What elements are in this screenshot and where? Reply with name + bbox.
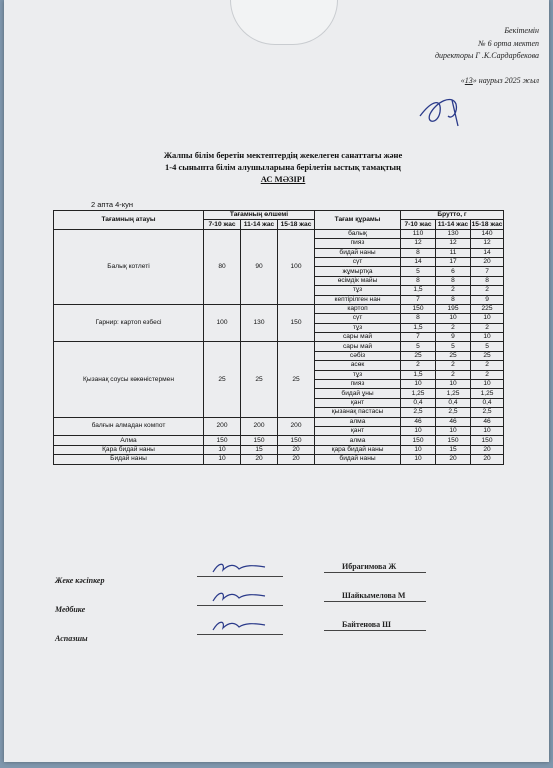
header-dish: Тағамның атауы xyxy=(54,211,204,230)
portion-cell: 150 xyxy=(204,436,241,445)
menu-document xyxy=(4,0,549,762)
gross-cell: 7 xyxy=(401,295,436,304)
ingredient-name: сәбіз xyxy=(315,351,401,360)
portion-cell: 10 xyxy=(204,455,241,464)
gross-cell: 14 xyxy=(401,257,436,266)
title-line3: АС МӘЗІРІ xyxy=(260,174,306,184)
gross-cell: 0,4 xyxy=(471,398,504,407)
ingredient-name: сүт xyxy=(315,257,401,266)
header-age-7-10: 7-10 жас xyxy=(204,220,241,229)
name-line xyxy=(324,630,426,631)
gross-cell: 195 xyxy=(436,304,471,313)
gross-cell: 10 xyxy=(436,380,471,389)
header-gross-11-14: 11-14 жас xyxy=(436,220,471,229)
staff-signature-icon xyxy=(209,618,269,634)
gross-cell: 1,25 xyxy=(436,389,471,398)
signature-line xyxy=(197,576,283,577)
ingredient-name: пияз xyxy=(315,239,401,248)
ingredient-name: қара бидай наны xyxy=(315,445,401,454)
ingredient-name: қызанақ пастасы xyxy=(315,408,401,417)
signature-line xyxy=(197,634,283,635)
portion-cell: 20 xyxy=(278,455,315,464)
ingredient-name: пияз xyxy=(315,380,401,389)
ingredient-name: өсімдік майы xyxy=(315,276,401,285)
ingredient-name: тұз xyxy=(315,323,401,332)
gross-cell: 1,25 xyxy=(401,389,436,398)
gross-cell: 5 xyxy=(401,267,436,276)
ingredient-name: тұз xyxy=(315,286,401,295)
gross-cell: 46 xyxy=(471,417,504,426)
approval-date: «13» наурыз 2025 жыл xyxy=(460,75,539,85)
header-gross-7-10: 7-10 жас xyxy=(401,220,436,229)
portion-cell: 130 xyxy=(241,304,278,342)
gross-cell: 5 xyxy=(436,342,471,351)
dish-name: Бидай наны xyxy=(54,455,204,464)
ingredient-name: алма xyxy=(315,417,401,426)
portion-cell: 200 xyxy=(241,417,278,436)
portion-cell: 25 xyxy=(241,342,278,417)
ingredient-name: асөк xyxy=(315,361,401,370)
ingredient-name: сары май xyxy=(315,342,401,351)
gross-cell: 20 xyxy=(471,455,504,464)
gross-cell: 2 xyxy=(436,370,471,379)
header-gross: Брутто, г xyxy=(401,211,504,220)
dish-name: Алма xyxy=(54,436,204,445)
gross-cell: 11 xyxy=(436,248,471,257)
gross-cell: 225 xyxy=(471,304,504,313)
week-label: 2 апта 4-кун xyxy=(91,200,134,209)
portion-cell: 20 xyxy=(278,445,315,454)
gross-cell: 10 xyxy=(471,380,504,389)
gross-cell: 5 xyxy=(401,342,436,351)
portion-cell: 25 xyxy=(204,342,241,417)
gross-cell: 0,4 xyxy=(401,398,436,407)
staff-role: Жеке кәсіпкер xyxy=(55,576,105,585)
table-row xyxy=(54,417,504,426)
gross-cell: 2,5 xyxy=(401,408,436,417)
staff-role: Медбике xyxy=(55,605,86,614)
header-age-11-14: 11-14 жас xyxy=(241,220,278,229)
dish-name: Балық котлеті xyxy=(54,229,204,304)
approval-line1: Бекітемін xyxy=(504,26,539,35)
gross-cell: 150 xyxy=(436,436,471,445)
portion-cell: 20 xyxy=(241,455,278,464)
ingredient-name: балық xyxy=(315,229,401,238)
dish-name: Қызанақ соусы көкөністермен xyxy=(54,342,204,417)
gross-cell: 130 xyxy=(436,229,471,238)
portion-cell: 100 xyxy=(278,229,315,304)
approval-block xyxy=(369,25,539,87)
ingredient-name: бидай наны xyxy=(315,455,401,464)
gross-cell: 10 xyxy=(401,455,436,464)
gross-cell: 12 xyxy=(436,239,471,248)
gross-cell: 9 xyxy=(436,333,471,342)
gross-cell: 140 xyxy=(471,229,504,238)
ingredient-name: кептірілген нан xyxy=(315,295,401,304)
portion-cell: 100 xyxy=(204,304,241,342)
staff-name: Шайкымелова М xyxy=(342,591,406,600)
gross-cell: 150 xyxy=(401,436,436,445)
gross-cell: 1,5 xyxy=(401,286,436,295)
ingredient-name: тұз xyxy=(315,370,401,379)
gross-cell: 10 xyxy=(471,426,504,435)
ingredient-name: сүт xyxy=(315,314,401,323)
approval-line3: директоры Г .К.Сардарбекова xyxy=(434,51,539,60)
gross-cell: 46 xyxy=(401,417,436,426)
portion-cell: 25 xyxy=(278,342,315,417)
gross-cell: 12 xyxy=(471,239,504,248)
gross-cell: 2 xyxy=(436,323,471,332)
table-row xyxy=(54,445,504,454)
gross-cell: 8 xyxy=(471,276,504,285)
portion-cell: 90 xyxy=(241,229,278,304)
ingredient-name: бидай наны xyxy=(315,248,401,257)
ingredient-name: қант xyxy=(315,426,401,435)
gross-cell: 8 xyxy=(436,295,471,304)
sleeve-cutout xyxy=(230,0,338,45)
gross-cell: 8 xyxy=(401,314,436,323)
gross-cell: 2 xyxy=(401,361,436,370)
gross-cell: 8 xyxy=(401,276,436,285)
name-line xyxy=(324,572,426,573)
portion-cell: 80 xyxy=(204,229,241,304)
gross-cell: 7 xyxy=(471,267,504,276)
gross-cell: 10 xyxy=(401,445,436,454)
approval-line2: № 6 орта мектеп xyxy=(478,38,539,48)
document-title xyxy=(98,149,468,185)
gross-cell: 10 xyxy=(471,333,504,342)
gross-cell: 2 xyxy=(436,286,471,295)
gross-cell: 10 xyxy=(401,380,436,389)
table-row xyxy=(54,304,504,313)
gross-cell: 17 xyxy=(436,257,471,266)
table-row xyxy=(54,229,504,238)
portion-cell: 200 xyxy=(204,417,241,436)
staff-role: Аспазшы xyxy=(55,634,88,643)
header-gross-15-18: 15-18 жас xyxy=(471,220,503,228)
gross-cell: 2 xyxy=(471,361,504,370)
ingredient-name: бидай ұны xyxy=(315,389,401,398)
table-row xyxy=(54,455,504,464)
gross-cell: 15 xyxy=(436,445,471,454)
gross-cell: 2,5 xyxy=(436,408,471,417)
title-line2: 1-4 сыныпта білім алушыларына берілетін ыстық тамақтың xyxy=(165,162,401,172)
dish-name: Гарнир: картоп езбесі xyxy=(54,304,204,342)
table-row xyxy=(54,436,504,445)
gross-cell: 2 xyxy=(471,323,504,332)
staff-signature-icon xyxy=(209,560,269,576)
gross-cell: 2 xyxy=(471,370,504,379)
dish-name: балғын алмадан компот xyxy=(54,417,204,436)
title-line1: Жалпы білім беретін мектептердің жекелеген санаттағы және xyxy=(163,150,403,160)
director-signature-icon xyxy=(412,90,482,130)
staff-name: Ибрагимова Ж xyxy=(342,562,397,571)
gross-cell: 5 xyxy=(471,342,504,351)
gross-cell: 14 xyxy=(471,248,504,257)
gross-cell: 1,25 xyxy=(471,389,504,398)
gross-cell: 20 xyxy=(471,257,504,266)
gross-cell: 0,4 xyxy=(436,398,471,407)
gross-cell: 9 xyxy=(471,295,504,304)
header-portion: Тағамның өлшемі xyxy=(204,211,315,220)
gross-cell: 110 xyxy=(401,229,436,238)
gross-cell: 150 xyxy=(401,304,436,313)
gross-cell: 2 xyxy=(436,361,471,370)
gross-cell: 6 xyxy=(436,267,471,276)
gross-cell: 10 xyxy=(471,314,504,323)
gross-cell: 8 xyxy=(436,276,471,285)
header-composition: Тағам құрамы xyxy=(315,211,401,230)
gross-cell: 20 xyxy=(436,455,471,464)
name-line xyxy=(324,601,426,602)
menu-table-body xyxy=(54,229,504,464)
ingredient-name: алма xyxy=(315,436,401,445)
gross-cell: 150 xyxy=(471,436,504,445)
portion-cell: 150 xyxy=(278,436,315,445)
menu-table xyxy=(53,210,504,465)
gross-cell: 2,5 xyxy=(471,408,504,417)
gross-cell: 10 xyxy=(436,314,471,323)
ingredient-name: жұмыртқа xyxy=(315,267,401,276)
gross-cell: 25 xyxy=(436,351,471,360)
portion-cell: 150 xyxy=(241,436,278,445)
gross-cell: 1,5 xyxy=(401,323,436,332)
ingredient-name: сары май xyxy=(315,333,401,342)
signature-line xyxy=(197,605,283,606)
ingredient-name: қант xyxy=(315,398,401,407)
gross-cell: 10 xyxy=(436,426,471,435)
gross-cell: 25 xyxy=(471,351,504,360)
portion-cell: 10 xyxy=(204,445,241,454)
portion-cell: 15 xyxy=(241,445,278,454)
portion-cell: 200 xyxy=(278,417,315,436)
gross-cell: 20 xyxy=(471,445,504,454)
dish-name: Қара бидай наны xyxy=(54,445,204,454)
gross-cell: 46 xyxy=(436,417,471,426)
staff-signature-icon xyxy=(209,589,269,605)
gross-cell: 7 xyxy=(401,333,436,342)
ingredient-name: картоп xyxy=(315,304,401,313)
gross-cell: 25 xyxy=(401,351,436,360)
gross-cell: 8 xyxy=(401,248,436,257)
header-age-15-18: 15-18 жас xyxy=(278,220,315,229)
staff-name: Байтенова Ш xyxy=(342,620,391,629)
portion-cell: 150 xyxy=(278,304,315,342)
gross-cell: 12 xyxy=(401,239,436,248)
gross-cell: 2 xyxy=(471,286,504,295)
gross-cell: 1,5 xyxy=(401,370,436,379)
gross-cell: 10 xyxy=(401,426,436,435)
table-row xyxy=(54,342,504,351)
